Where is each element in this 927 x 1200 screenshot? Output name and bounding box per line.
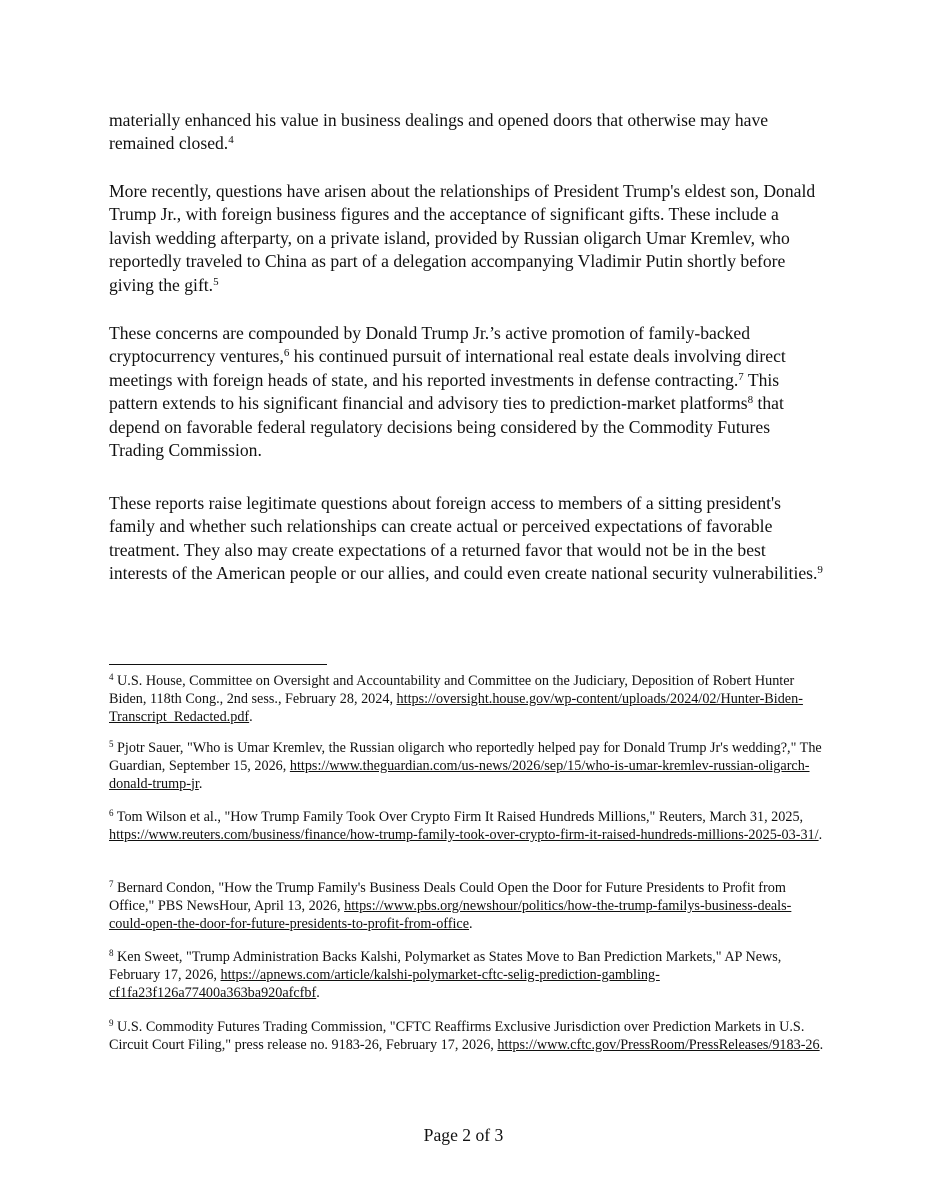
paragraph-text: This pattern extends to his significant financial and advisory ties to prediction-market platforms <box>109 369 780 414</box>
footnote-punctuation: . <box>469 915 473 932</box>
footnote-ref-8[interactable]: 8 <box>747 394 754 407</box>
footnote-ref-7[interactable]: 7 <box>738 370 744 383</box>
footnote-7 <box>109 880 825 933</box>
footnote-link[interactable]: https://apnews.com/article/kalshi-polymarket-cftc-selig-prediction-gambling-cf1fa23f126a77400a363ba920afcfbf <box>109 966 660 1001</box>
footnote-link[interactable]: https://www.cftc.gov/PressRoom/PressReleases/9183-26 <box>497 1036 820 1053</box>
footnote-number: 9 <box>109 1018 114 1028</box>
footnote-8 <box>109 949 825 1002</box>
footnote-number: 6 <box>109 808 114 818</box>
body-paragraph-2 <box>109 180 825 297</box>
footnote-link[interactable]: https://www.reuters.com/business/finance/how-trump-family-took-over-crypto-firm-it-raised-hundreds-millions-2025-03-31/ <box>109 826 819 843</box>
footnote-link[interactable]: https://www.theguardian.com/us-news/2026/sep/15/who-is-umar-kremlev-russian-oligarch-donald-trump-jr <box>109 757 810 792</box>
footnote-4 <box>109 673 825 726</box>
paragraph-text: materially enhanced his value in business dealings and opened doors that otherwise may have remained closed. <box>109 110 769 154</box>
footnote-punctuation: . <box>249 708 253 725</box>
footnote-5 <box>109 740 825 793</box>
footnote-separator <box>109 664 327 665</box>
paragraph-text: These concerns are compounded by Donald Trump Jr.’s active promotion of family-backed cryptocurrency ventures, <box>109 323 751 367</box>
footnote-link[interactable]: https://www.pbs.org/newshour/politics/how-the-trump-familys-business-deals-could-open-the-door-for-future-presidents-to-profit-from-office <box>109 897 792 932</box>
footnote-ref-6[interactable]: 6 <box>283 347 290 360</box>
footnote-text: Pjotr Sauer, "Who is Umar Kremlev, the Russian oligarch who reportedly helped pay for Donald Trump Jr's wedding?," The Guardian, September 15, 2026, <box>109 740 822 774</box>
footnote-6 <box>109 809 825 845</box>
footnote-text: U.S. House, Committee on Oversight and Accountability and Committee on the Judiciary, Deposition of Robert Hunter Biden, 118th Cong., 2nd sess., February 28, 2024, <box>109 673 795 707</box>
footnote-punctuation: . <box>198 775 203 792</box>
body-paragraph-3 <box>109 322 825 462</box>
footnote-text: Tom Wilson et al., "How Trump Family Took Over Crypto Firm It Raised Hundreds Millions," Reuters, March 31, 2025, <box>113 809 804 825</box>
footnote-punctuation: . <box>818 826 823 843</box>
footnote-text: U.S. Commodity Futures Trading Commission, "CFTC Reaffirms Exclusive Jurisdiction over Prediction Markets in U.S. Circuit Court Filing," press release no. 9183-26, February 17, 2026, <box>109 1019 805 1053</box>
footnote-number: 7 <box>109 879 114 889</box>
footnote-number: 5 <box>109 739 114 749</box>
footnote-number: 8 <box>109 948 114 958</box>
body-paragraph-4 <box>109 492 825 586</box>
paragraph-text: These reports raise legitimate questions about foreign access to members of a sitting president's family and whether such relationships can create actual or perceived expectations of favorable treatment. They also may create expectations of a returned favor that would not be in the best interests of the American people or our allies, and could even create national security vulnerabilities. <box>109 493 818 584</box>
footnote-ref-9[interactable]: 9 <box>817 564 823 577</box>
paragraph-text: More recently, questions have arisen about the relationships of President Trump's eldest son, Donald Trump Jr., with foreign business figures and the acceptance of significant gifts. These include a lavish wedding afterparty, on a private island, provided by Russian oligarch Umar Kremlev, who reportedly traveled to China as part of a delegation accompanying Vladimir Putin shortly before giving the gift. <box>109 181 816 295</box>
footnote-ref-5[interactable]: 5 <box>213 275 219 288</box>
page-number: Page 2 of 3 <box>423 1125 504 1145</box>
footnote-punctuation: . <box>316 984 320 1001</box>
footnote-ref-4[interactable]: 4 <box>228 134 234 147</box>
footnote-link[interactable]: https://oversight.house.gov/wp-content/uploads/2024/02/Hunter-Biden-Transcript_Redacted.pdf <box>109 690 803 725</box>
paragraph-text: that depend on favorable federal regulatory decisions being considered by the Commodity Futures Trading Commission. <box>109 393 784 461</box>
body-paragraph-1 <box>109 109 825 156</box>
footnote-number: 4 <box>109 672 114 682</box>
paragraph-text: his continued pursuit of international real estate deals involving direct meetings with foreign heads of state, and his reported investments in defense contracting. <box>109 346 786 390</box>
footnote-punctuation: . <box>819 1036 824 1053</box>
footnote-text: Bernard Condon, "How the Trump Family's Business Deals Could Open the Door for Future Presidents to Profit from Office," PBS NewsHour, April 13, 2026, <box>109 880 786 914</box>
footnote-text: Ken Sweet, "Trump Administration Backs Kalshi, Polymarket as States Move to Ban Prediction Markets," AP News, February 17, 2026, <box>109 949 782 983</box>
footnote-9 <box>109 1019 825 1055</box>
